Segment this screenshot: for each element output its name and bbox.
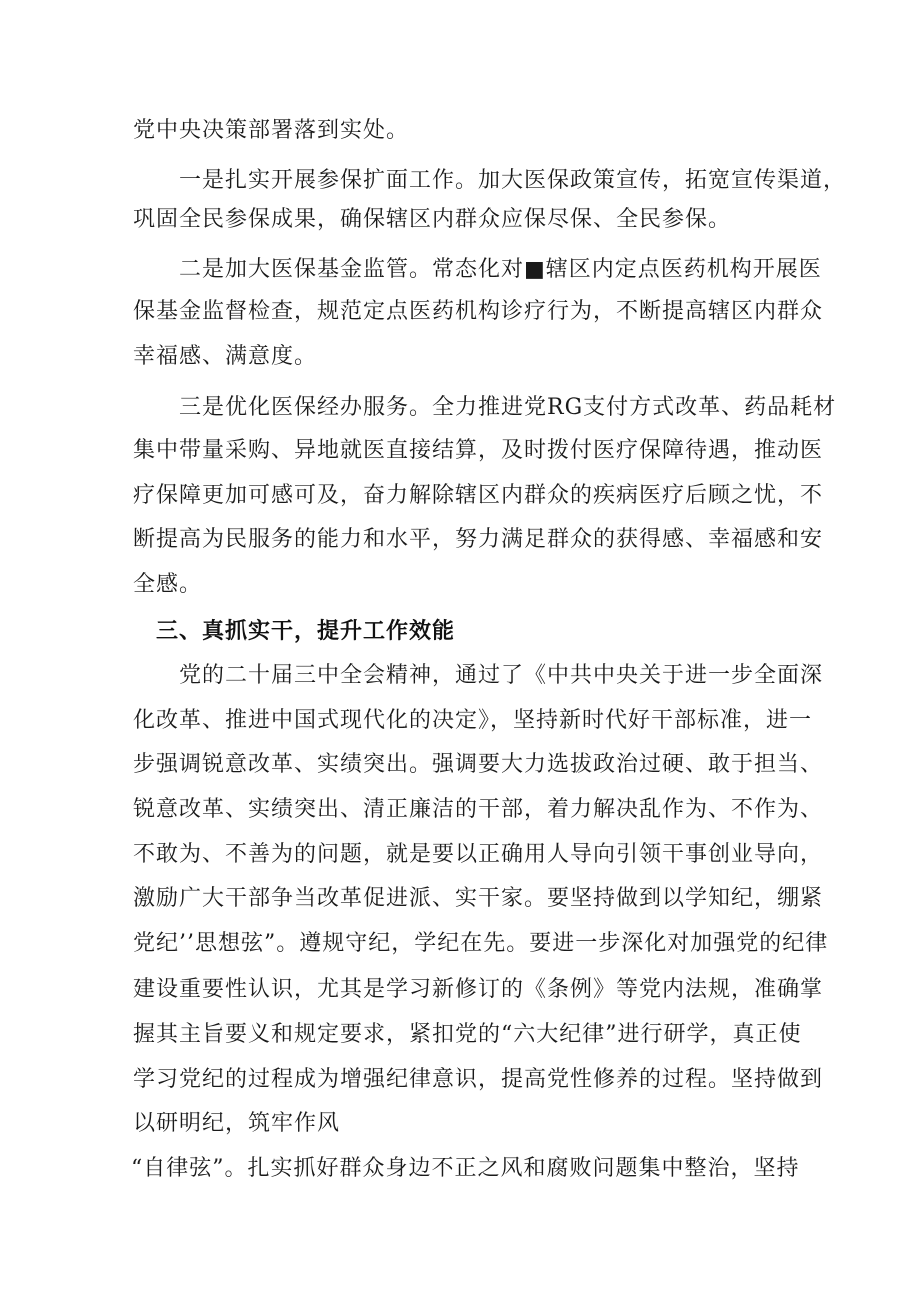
text-line: 化改革、推进中国式现代化的决定》，坚持新时代好干部标准，进一 — [133, 708, 813, 733]
section-heading: 三、真抓实干，提升工作效能 — [133, 619, 456, 644]
text-line: 断提高为民服务的能力和水平，努力满足群众的获得感、幸福感和安 — [133, 527, 824, 552]
text-line: 步强调锐意改革、实绩突出。强调要大力选拔政治过硬、敢于担当、 — [133, 752, 824, 777]
text-line: 党纪’’思想弦”。遵规守纪，学纪在先。要进一步深化对加强党的纪律 — [133, 931, 829, 956]
text-line: 不敢为、不善为的问题，就是要以正确用人导向引领干事创业导向， — [133, 842, 824, 867]
text-line: 握其主旨要义和规定要求，紧扣党的“六大纪律”进行研学，真正使 — [133, 1022, 802, 1047]
text-line: 以研明纪，筑牢作风 — [133, 1111, 341, 1136]
text-line: “自律弦”。扎实抓好群众身边不正之风和腐败问题集中整治，坚持 — [131, 1156, 800, 1181]
text-line: 锐意改革、实绩突出、清正廉洁的干部，着力解决乱作为、不作为、 — [133, 797, 824, 822]
text-line: 学习党纪的过程成为增强纪律意识，提高党性修养的过程。坚持做到 — [133, 1067, 824, 1092]
text-line: 保基金监督检查，规范定点医药机构诊疗行为，不断提高辖区内群众 — [133, 299, 824, 324]
text-line: 建设重要性认识，尤其是学习新修订的《条例》等党内法规，准确掌 — [133, 977, 824, 1002]
text-line: 幸福感、满意度。 — [133, 344, 318, 369]
text-line: 全感。 — [133, 572, 203, 597]
text-line: 疗保障更加可感可及，奋力解除辖区内群众的疾病医疗后顾之忧，不 — [133, 483, 824, 508]
text-line: 二是加大医保基金监管。常态化对■辖区内定点医药机构开展医 — [133, 257, 822, 282]
text-line: 集中带量采购、异地就医直接结算，及时拨付医疗保障待遇，推动医 — [133, 438, 824, 463]
text-line: 一是扎实开展参保扩面工作。加大医保政策宣传，拓宽宣传渠道， — [133, 168, 847, 193]
text-line: 党中央决策部署落到实处。 — [133, 118, 410, 143]
text-line: 巩固全民参保成果，确保辖区内群众应保尽保、全民参保。 — [133, 207, 732, 232]
text-line: 党的二十届三中全会精神，通过了《中共中央关于进一步全面深 — [133, 663, 824, 688]
text-line: 三是优化医保经办服务。全力推进党RG支付方式改革、药品耗材 — [133, 395, 837, 420]
text-line: 激励广大干部争当改革促进派、实干家。要坚持做到以学知纪，绷紧 — [133, 886, 824, 911]
